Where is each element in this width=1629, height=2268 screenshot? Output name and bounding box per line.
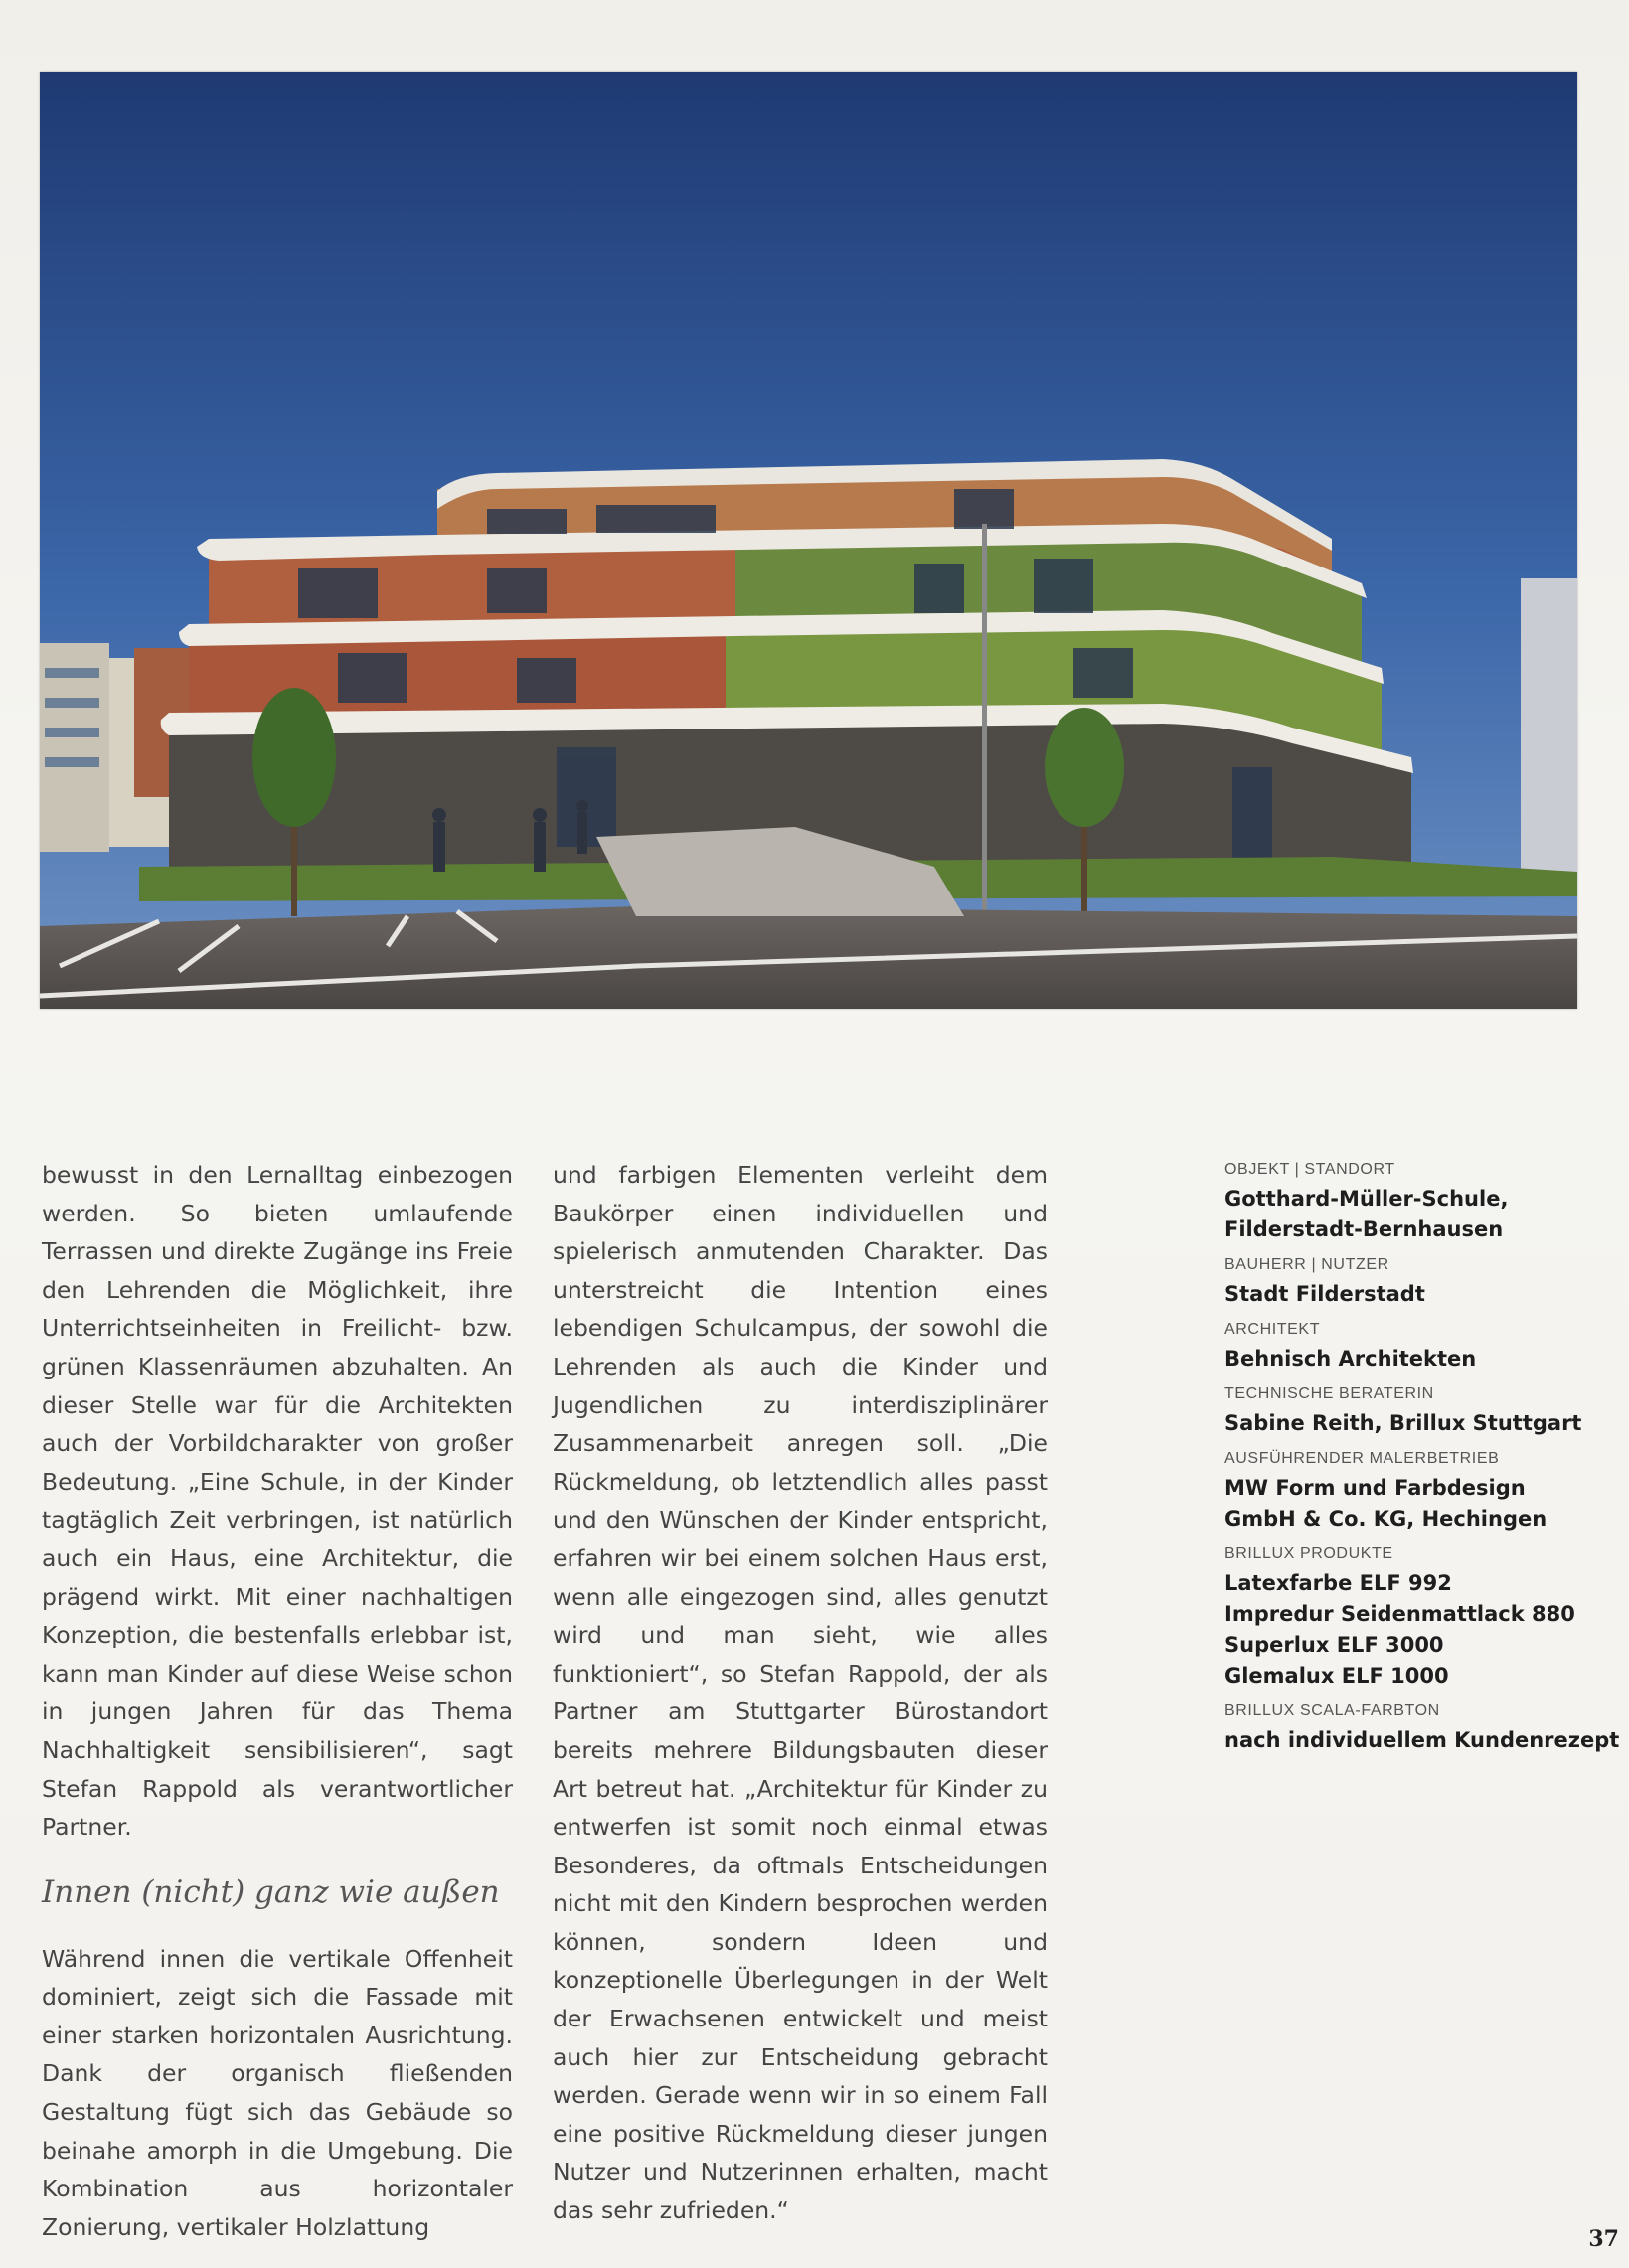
info-label: BAUHERR | NUTZER: [1224, 1256, 1389, 1273]
info-value: Stadt Filderstadt: [1224, 1282, 1425, 1306]
info-label: OBJEKT | STANDORT: [1224, 1161, 1395, 1178]
neighbor-building-right: [1521, 578, 1577, 877]
project-info-box: [1224, 1160, 1620, 1766]
info-value: Behnisch Architekten: [1224, 1347, 1477, 1371]
body-paragraph: Während innen die vertikale Offenheit dominiert, zeigt sich die Fassade mit einer starken horizontalen Ausrichtung. Dank der organisch fließenden Gestaltung fügt sich das Gebäude so beinahe amorph in die Umgebung. Die Kombination aus horizontaler Zonierung, vertikaler Holzlattung: [42, 1944, 513, 2241]
text-column-middle: [553, 1156, 1048, 2230]
parking-lot: [40, 906, 1577, 1009]
info-label: ARCHITEKT: [1224, 1321, 1321, 1338]
info-value: Sabine Reith, Brillux Stuttgart: [1224, 1411, 1582, 1435]
info-produkte: [1224, 1544, 1602, 1692]
body-paragraph: und farbigen Elementen verleiht dem Baukörper einen individuellen und spielerisch anmutenden Charakter. Das unterstreicht die Intention eines lebendigen Schulcampus, der sowohl die Lehrenden als auch die Kinder und Jugendlichen zu interdisziplinärer Zusammenarbeit anregen soll. „Die Rückmeldung, ob letztendlich alles passt und den Wünschen der Kinder entspricht, erfahren wir bei einem solchen Haus erst, wenn alle eingezogen sind, alles genutzt wird und man sieht, wie alles funktioniert“, so Stefan Rappold, der als Partner am Stuttgarter Bürostandort bereits mehrere Bildungsbauten dieser Art betreut hat. „Architektur für Kinder zu entwerfen ist somit noch einmal etwas Besonderes, da oftmals Entscheidungen nicht mit den Kindern besprochen werden können, sondern Ideen und konzeptionelle Überlegungen in der Welt der Erwachsenen entwickelt und meist auch hier zur Entscheidung gebracht werden. Gerade wenn wir in so einem Fall eine positive Rückmeldung dieser jungen Nutzer und Nutzerinnen erhalten, macht das sehr zufrieden.“: [553, 1161, 1048, 2225]
info-value: Latexfarbe ELF 992 Impredur Seidenmattlack 880 Superlux ELF 3000 Glemalux ELF 1000: [1224, 1571, 1575, 1688]
info-objekt: [1224, 1160, 1602, 1245]
text-column-left: [42, 1156, 513, 2246]
page-number: 37: [1588, 2226, 1619, 2252]
building-photo: [40, 72, 1577, 1009]
info-architekt: [1224, 1320, 1602, 1375]
subheading: Innen (nicht) ganz wie außen: [42, 1873, 500, 1910]
info-label: AUSFÜHRENDER MALERBETRIEB: [1224, 1450, 1500, 1467]
info-beraterin: [1224, 1384, 1602, 1439]
body-paragraph: bewusst in den Lernalltag einbezogen werden. So bieten umlaufende Terrassen und direkte Zugänge ins Freie den Lehrenden die Möglichkeit, ihre Unterrichtseinheiten in Freilicht- bzw. grünen Klassenräumen abzuhalten. An dieser Stelle war für die Architekten auch der Vorbildcharakter von großer Bedeutung. „Eine Schule, in der Kinder tagtäglich Zeit verbringen, ist natürlich auch ein Haus, eine Architektur, die prägend wirkt. Mit einer nachhaltigen Konzeption, die bestenfalls erlebbar ist, kann man Kinder auf diese Weise schon in jungen Jahren für das Thema Nachhaltigkeit sensibilisieren“, sagt Stefan Rappold als verantwortlicher Partner.: [42, 1161, 513, 1842]
info-value: MW Form und Farbdesign GmbH & Co. KG, Hechingen: [1224, 1476, 1548, 1531]
info-label: BRILLUX SCALA-FARBTON: [1224, 1702, 1440, 1719]
info-bauherr: [1224, 1255, 1602, 1310]
info-malerbetrieb: [1224, 1449, 1602, 1535]
info-value: Gotthard-Müller-Schule, Filderstadt-Bernhausen: [1224, 1187, 1509, 1241]
info-label: BRILLUX PRODUKTE: [1224, 1545, 1393, 1562]
lamp-post: [982, 524, 987, 921]
info-farbton: [1224, 1701, 1620, 1756]
info-label: TECHNISCHE BERATERIN: [1224, 1385, 1434, 1402]
building-photo-illustration: [40, 72, 1577, 1009]
info-value: nach individuellem Kundenrezept: [1224, 1728, 1620, 1752]
